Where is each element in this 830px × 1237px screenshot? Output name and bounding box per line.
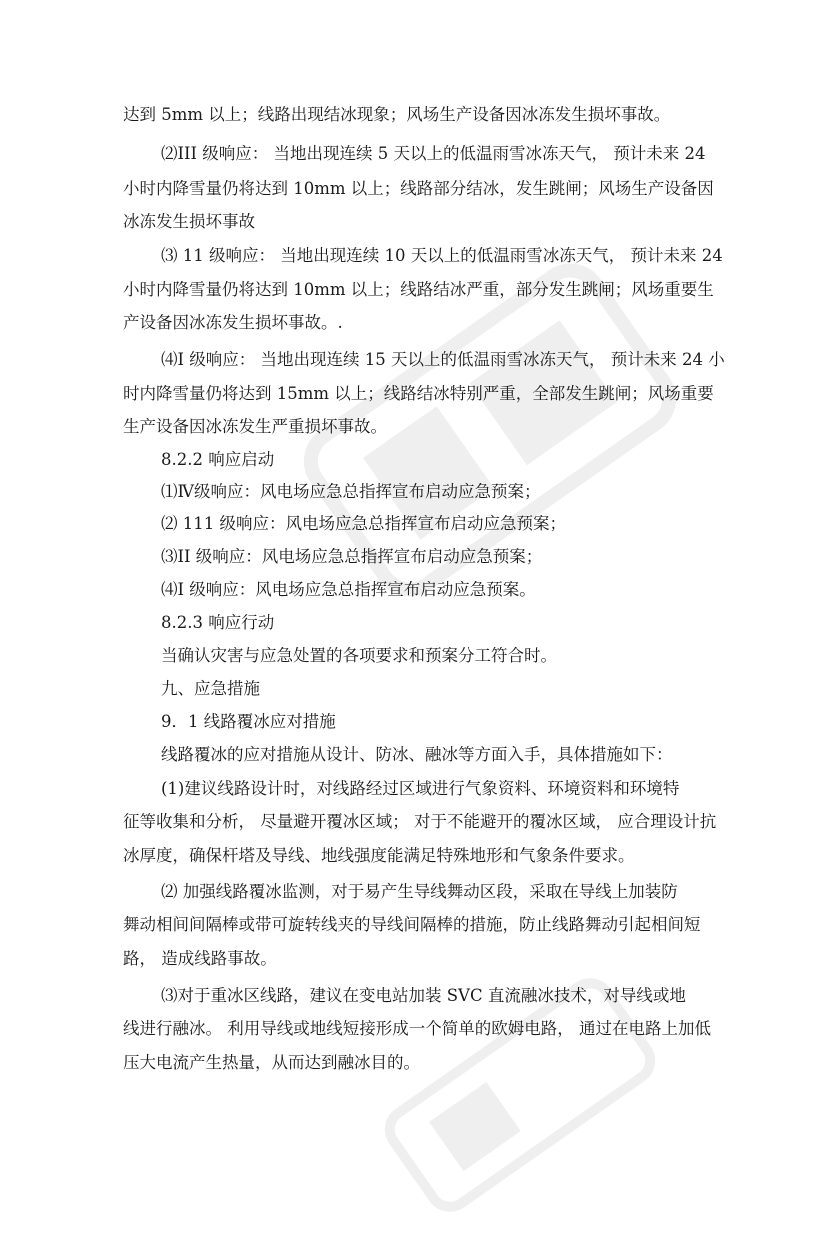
text-line: ⑵ 111 级响应：风电场应急总指挥宣布启动应急预案； [161,514,566,533]
text-line: ⑴Ⅳ级响应：风电场应急总指挥宣布启动应急预案； [161,482,541,501]
text-line: 路， 造成线路事故。 [123,949,277,968]
text-line: 达到 5mm 以上；线路出现结冰现象；风场生产设备因冰冻发生损坏事故。 [123,105,671,124]
text-line: 冰冻发生损坏事故 [123,212,255,231]
text-line: 舞动相间间隔棒或带可旋转线夹的导线间隔棒的措施，防止线路舞动引起相间短 [123,915,701,934]
text-line: ⑶ 11 级响应： 当地出现连续 10 天以上的低温雨雪冰冻天气， 预计未来 24 [161,246,723,265]
text-line: (1)建议线路设计时，对线路经过区域进行气象资料、环境资料和环境特 [161,779,680,798]
section-heading: 8.2.2 响应启动 [161,450,275,469]
text-line: 当确认灾害与应急处置的各项要求和预案分工符合时。 [161,646,557,665]
text-line: 线路覆冰的应对措施从设计、防冰、融冰等方面入手，具体措施如下： [161,745,673,764]
text-line: ⑷I 级响应： 当地出现连续 15 天以上的低温雨雪冰冻天气， 预计未来 24 小 [161,350,725,369]
text-line: 产设备因冰冻发生损坏事故。. [123,313,343,332]
text-line: 小时内降雪量仍将达到 10mm 以上；线路部分结冰，发生跳闸；风场生产设备因 [123,179,714,198]
text-line: ⑵ 加强线路覆冰监测，对于易产生导线舞动区段，采取在导线上加装防 [161,882,678,901]
text-line: ⑶对于重冰区线路，建议在变电站加装 SVC 直流融冰技术，对导线或地 [161,986,686,1005]
text-line: ⑷I 级响应：风电场应急总指挥宣布启动应急预案。 [161,580,536,599]
text-line: 时内降雪量仍将达到 15mm 以上；线路结冰特别严重，全部发生跳闸；风场重要 [123,384,714,403]
text-line: 线进行融冰。 利用导线或地线短接形成一个简单的欧姆电路， 通过在电路上加低 [123,1019,711,1038]
chapter-heading: 九、应急措施 [161,679,260,698]
text-line: 压大电流产生热量，从而达到融冰目的。 [123,1053,420,1072]
text-line: ⑵III 级响应： 当地出现连续 5 天以上的低温雨雪冰冻天气， 预计未来 24 [161,144,706,163]
text-line: 冰厚度，确保杆塔及导线、地线强度能满足特殊地形和气象条件要求。 [123,846,635,865]
section-heading: 9．1 线路覆冰应对措施 [161,712,336,731]
text-line: ⑶II 级响应：风电场应急总指挥宣布启动应急预案； [161,547,543,566]
text-line: 征等收集和分析， 尽量避开覆冰区域； 对于不能避开的覆冰区域， 应合理设计抗 [123,812,717,831]
section-heading: 8.2.3 响应行动 [161,613,275,632]
text-line: 生产设备因冰冻发生严重损坏事故。 [123,417,387,436]
text-line: 小时内降雪量仍将达到 10mm 以上；线路结冰严重，部分发生跳闸；风场重要生 [123,280,714,299]
